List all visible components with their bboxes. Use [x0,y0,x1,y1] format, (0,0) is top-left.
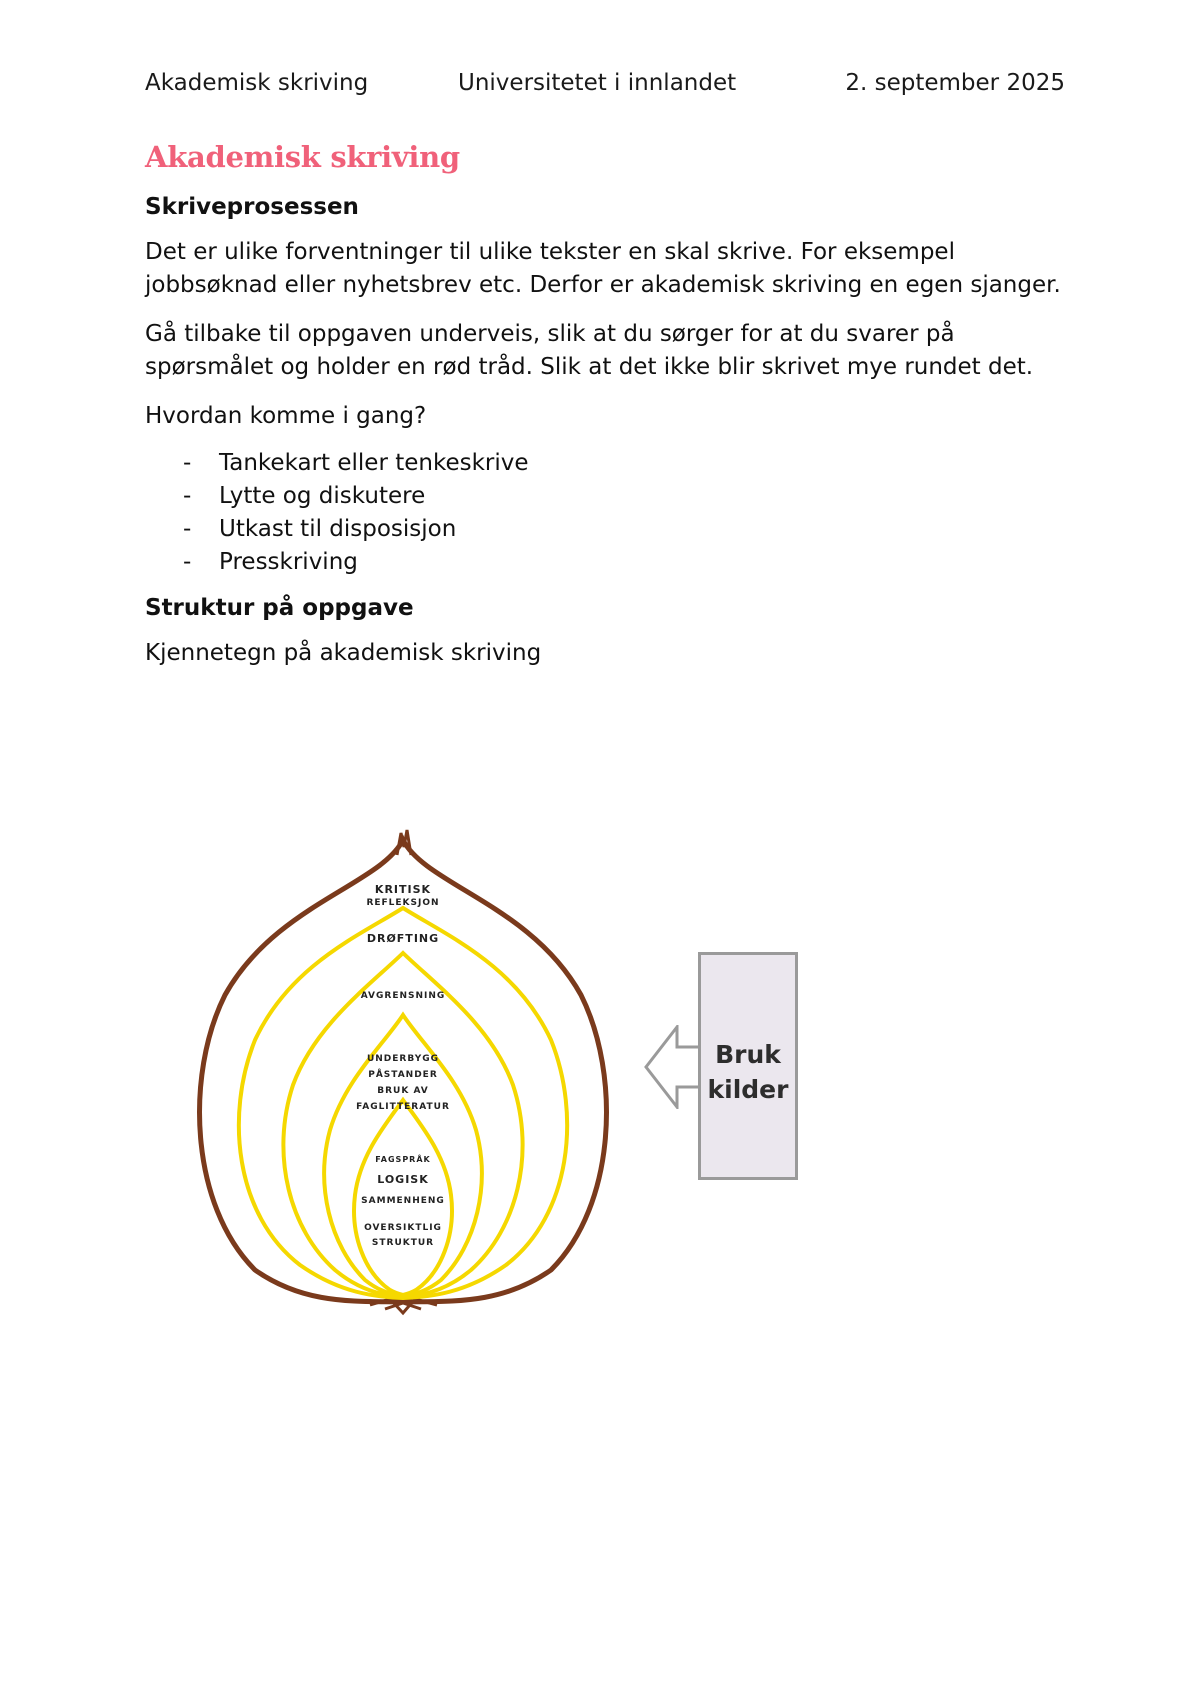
document-title: Akademisk skriving [145,140,460,174]
section-heading-skriveprosessen: Skriveprosessen [145,194,359,220]
document-body [145,140,1065,686]
section-heading-struktur: Struktur på oppgave [145,595,414,621]
paragraph-3: Kjennetegn på akademisk skriving [145,640,542,666]
header-center-text: Universitetet i innlandet [458,70,737,96]
list-dash: - [183,483,192,509]
label-drofting: DRØFTING [366,932,440,945]
list-item [145,447,1065,480]
label-underbygg: UNDERBYGG [366,1054,440,1064]
label-oversiktlig: OVERSIKTLIG [364,1223,442,1233]
paragraph-2: Gå tilbake til oppgaven underveis, slik at du sørger for at du svarer på spørsmålet og holder en rød tråd. Slik at det ikke blir skrivet mye rundet det. [145,321,1034,380]
label-faglitteratur: FAGLITTERATUR [356,1102,450,1112]
question-text: Hvordan komme i gang? [145,403,427,429]
callout-line-1: Bruk [715,1040,781,1069]
header-left-text: Akademisk skriving [145,70,369,96]
page-header [145,70,1065,104]
list-item-text: Utkast til disposisjon [219,516,457,542]
label-pastander: PÅSTANDER [368,1070,438,1080]
callout-line-2: kilder [707,1075,789,1104]
list-dash: - [183,516,192,542]
list-item-text: Tankekart eller tenkeskrive [219,450,529,476]
left-arrow-icon [643,1025,705,1109]
list-item [145,513,1065,546]
list-item-text: Lytte og diskutere [219,483,426,509]
list-item-text: Presskriving [219,549,358,575]
label-fagsprak: FAGSPRÅK [375,1155,431,1164]
list-dash: - [183,549,192,575]
start-methods-list [145,447,1065,579]
callout-text [698,1037,798,1107]
onion-figure [145,825,810,1335]
list-dash: - [183,450,192,476]
header-date: 2. september 2025 [845,70,1065,96]
list-item [145,480,1065,513]
label-bruk-av: BRUK AV [377,1086,429,1096]
paragraph-1: Det er ulike forventninger til ulike tekster en skal skrive. For eksempel jobbsøknad eller nyhetsbrev etc. Derfor er akademisk skriving en egen sjanger. [145,239,1061,298]
label-refleksjon: REFLEKSJON [366,898,440,908]
onion-diagram [145,825,705,1335]
label-sammenheng: SAMMENHENG [361,1196,445,1206]
onion-stem [397,830,411,855]
label-struktur: STRUKTUR [371,1238,435,1248]
list-item [145,546,1065,579]
label-logisk: LOGISK [377,1173,429,1186]
label-kritisk: KRITISK [374,883,432,896]
label-avgrensning: AVGRENSNING [360,991,446,1001]
